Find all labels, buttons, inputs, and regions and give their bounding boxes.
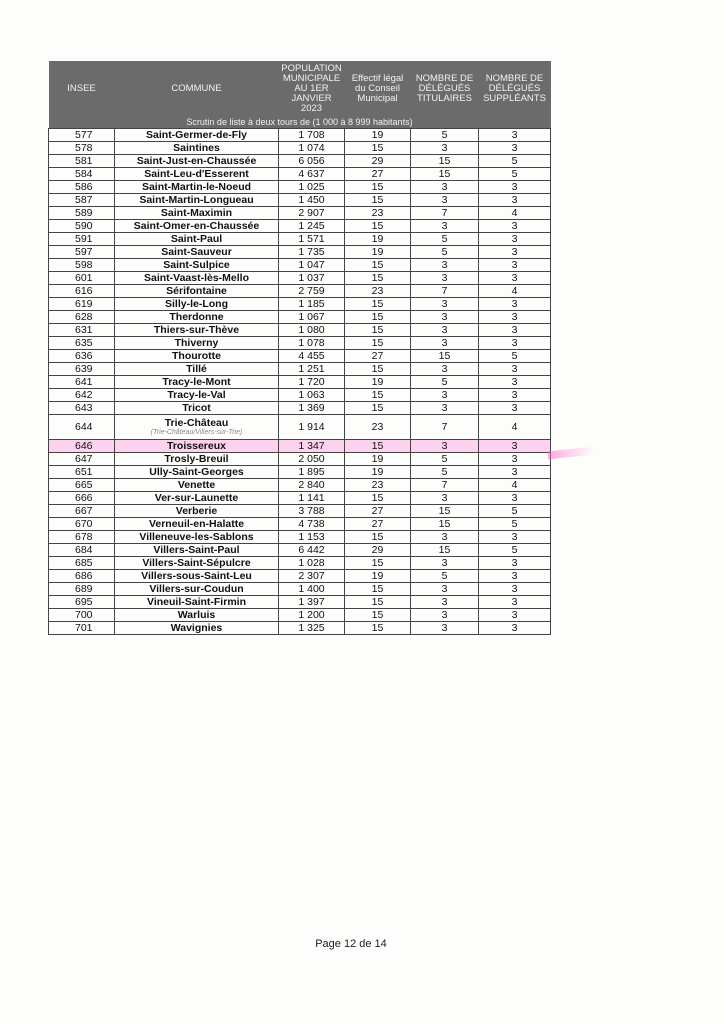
- table-row: [49, 402, 551, 415]
- cell-titulaires: 3: [411, 337, 479, 350]
- cell-effectif: 27: [345, 350, 411, 363]
- cell-effectif: 19: [345, 246, 411, 259]
- cell-titulaires: 3: [411, 194, 479, 207]
- cell-population: 1 141: [279, 492, 345, 505]
- table-row: [49, 298, 551, 311]
- cell-titulaires: 3: [411, 389, 479, 402]
- cell-commune: Saint-Leu-d'Esserent: [115, 168, 279, 181]
- cell-suppleants: 3: [479, 142, 551, 155]
- table-row: [49, 155, 551, 168]
- cell-titulaires: 3: [411, 622, 479, 635]
- cell-population: 1 200: [279, 609, 345, 622]
- cell-suppleants: 3: [479, 220, 551, 233]
- cell-suppleants: 3: [479, 337, 551, 350]
- cell-suppleants: 5: [479, 544, 551, 557]
- cell-effectif: 15: [345, 583, 411, 596]
- cell-commune: Saint-Just-en-Chaussée: [115, 155, 279, 168]
- cell-commune: Venette: [115, 479, 279, 492]
- cell-population: 1 074: [279, 142, 345, 155]
- cell-effectif: 15: [345, 440, 411, 453]
- cell-commune: Villers-sous-Saint-Leu: [115, 570, 279, 583]
- cell-effectif: 15: [345, 142, 411, 155]
- table-row: [49, 324, 551, 337]
- table-row: [49, 622, 551, 635]
- cell-commune: Troissereux: [115, 440, 279, 453]
- cell-commune: Tracy-le-Val: [115, 389, 279, 402]
- cell-effectif: 29: [345, 544, 411, 557]
- cell-titulaires: 3: [411, 492, 479, 505]
- cell-insee: 701: [49, 622, 115, 635]
- table-row: [49, 220, 551, 233]
- cell-effectif: 29: [345, 155, 411, 168]
- cell-suppleants: 3: [479, 609, 551, 622]
- cell-commune: Ver-sur-Launette: [115, 492, 279, 505]
- cell-suppleants: 3: [479, 466, 551, 479]
- cell-insee: 700: [49, 609, 115, 622]
- cell-insee: 590: [49, 220, 115, 233]
- cell-commune: Thiers-sur-Thève: [115, 324, 279, 337]
- cell-titulaires: 5: [411, 466, 479, 479]
- cell-titulaires: 3: [411, 298, 479, 311]
- table-row: [49, 350, 551, 363]
- cell-population: 6 442: [279, 544, 345, 557]
- cell-population: 1 067: [279, 311, 345, 324]
- cell-effectif: 15: [345, 531, 411, 544]
- cell-insee: 684: [49, 544, 115, 557]
- cell-effectif: 19: [345, 233, 411, 246]
- cell-population: 1 347: [279, 440, 345, 453]
- commune-note: (Trie-Château/Villers-sur-Trie): [150, 429, 243, 436]
- cell-effectif: 19: [345, 453, 411, 466]
- table-row: [49, 596, 551, 609]
- cell-effectif: 15: [345, 311, 411, 324]
- cell-insee: 628: [49, 311, 115, 324]
- table-row: [49, 142, 551, 155]
- table-row: [49, 415, 551, 440]
- cell-population: 1 063: [279, 389, 345, 402]
- cell-commune: Verberie: [115, 505, 279, 518]
- cell-commune: Wavignies: [115, 622, 279, 635]
- cell-titulaires: 5: [411, 246, 479, 259]
- cell-commune: Saint-Germer-de-Fly: [115, 129, 279, 142]
- cell-suppleants: 3: [479, 246, 551, 259]
- cell-titulaires: 5: [411, 129, 479, 142]
- cell-population: 1 153: [279, 531, 345, 544]
- table-row: [49, 363, 551, 376]
- cell-commune: Villers-sur-Coudun: [115, 583, 279, 596]
- cell-insee: 665: [49, 479, 115, 492]
- cell-suppleants: 4: [479, 207, 551, 220]
- cell-effectif: 27: [345, 518, 411, 531]
- cell-population: 4 637: [279, 168, 345, 181]
- cell-titulaires: 3: [411, 181, 479, 194]
- cell-suppleants: 3: [479, 376, 551, 389]
- cell-suppleants: 3: [479, 259, 551, 272]
- cell-commune: [115, 415, 279, 440]
- cell-commune: Trosly-Breuil: [115, 453, 279, 466]
- table-header: [49, 61, 551, 129]
- cell-insee: 642: [49, 389, 115, 402]
- cell-commune: Saint-Maximin: [115, 207, 279, 220]
- cell-suppleants: 3: [479, 324, 551, 337]
- cell-effectif: 15: [345, 622, 411, 635]
- cell-effectif: 23: [345, 415, 411, 440]
- cell-insee: 591: [49, 233, 115, 246]
- cell-effectif: 15: [345, 298, 411, 311]
- cell-titulaires: 7: [411, 479, 479, 492]
- table-row: [49, 466, 551, 479]
- table-row: [49, 544, 551, 557]
- cell-commune: Villeneuve-les-Sablons: [115, 531, 279, 544]
- table-row: [49, 376, 551, 389]
- cell-effectif: 27: [345, 505, 411, 518]
- cell-population: 2 840: [279, 479, 345, 492]
- cell-commune: Saint-Paul: [115, 233, 279, 246]
- cell-population: 1 720: [279, 376, 345, 389]
- cell-commune: Thourotte: [115, 350, 279, 363]
- cell-titulaires: 15: [411, 168, 479, 181]
- cell-insee: 601: [49, 272, 115, 285]
- cell-effectif: 19: [345, 570, 411, 583]
- cell-effectif: 15: [345, 181, 411, 194]
- cell-suppleants: 3: [479, 453, 551, 466]
- cell-commune: Tillé: [115, 363, 279, 376]
- cell-insee: 631: [49, 324, 115, 337]
- cell-population: 2 907: [279, 207, 345, 220]
- cell-titulaires: 5: [411, 376, 479, 389]
- cell-suppleants: 3: [479, 194, 551, 207]
- table-row: [49, 583, 551, 596]
- table-row: [49, 453, 551, 466]
- cell-insee: 641: [49, 376, 115, 389]
- cell-population: 1 078: [279, 337, 345, 350]
- cell-insee: 651: [49, 466, 115, 479]
- cell-insee: 643: [49, 402, 115, 415]
- table-row: [49, 246, 551, 259]
- cell-suppleants: 3: [479, 272, 551, 285]
- cell-effectif: 23: [345, 207, 411, 220]
- cell-population: 2 307: [279, 570, 345, 583]
- cell-population: 1 895: [279, 466, 345, 479]
- cell-effectif: 23: [345, 479, 411, 492]
- cell-effectif: 15: [345, 609, 411, 622]
- cell-titulaires: 3: [411, 583, 479, 596]
- cell-commune: Tricot: [115, 402, 279, 415]
- cell-insee: 597: [49, 246, 115, 259]
- cell-titulaires: 3: [411, 363, 479, 376]
- cell-suppleants: 4: [479, 285, 551, 298]
- cell-commune: Villers-Saint-Paul: [115, 544, 279, 557]
- cell-effectif: 27: [345, 168, 411, 181]
- cell-effectif: 15: [345, 272, 411, 285]
- header-suppleants: NOMBRE DE DÉLÉGUÉS SUPPLÉANTS: [479, 61, 551, 117]
- table-row: [49, 285, 551, 298]
- cell-population: 2 759: [279, 285, 345, 298]
- cell-commune: Ully-Saint-Georges: [115, 466, 279, 479]
- delegates-table: [48, 61, 551, 635]
- cell-titulaires: 3: [411, 259, 479, 272]
- cell-commune: Warluis: [115, 609, 279, 622]
- cell-population: 1 047: [279, 259, 345, 272]
- cell-suppleants: 4: [479, 415, 551, 440]
- cell-population: 1 708: [279, 129, 345, 142]
- cell-population: 1 914: [279, 415, 345, 440]
- cell-population: 1 025: [279, 181, 345, 194]
- cell-insee: 636: [49, 350, 115, 363]
- cell-insee: 670: [49, 518, 115, 531]
- cell-suppleants: 3: [479, 622, 551, 635]
- cell-effectif: 15: [345, 492, 411, 505]
- cell-commune: Silly-le-Long: [115, 298, 279, 311]
- cell-insee: 647: [49, 453, 115, 466]
- cell-insee: 686: [49, 570, 115, 583]
- cell-titulaires: 3: [411, 311, 479, 324]
- cell-commune: Sérifontaine: [115, 285, 279, 298]
- cell-suppleants: 3: [479, 402, 551, 415]
- cell-insee: 639: [49, 363, 115, 376]
- cell-insee: 619: [49, 298, 115, 311]
- header-effectif: Effectif légal du Conseil Municipal: [345, 61, 411, 117]
- cell-commune: Saint-Sulpice: [115, 259, 279, 272]
- cell-population: 1 571: [279, 233, 345, 246]
- page-number: Page 12 de 14: [315, 938, 387, 950]
- cell-insee: 589: [49, 207, 115, 220]
- cell-insee: 678: [49, 531, 115, 544]
- cell-population: 6 056: [279, 155, 345, 168]
- commune-name: Trie-Château: [164, 417, 229, 429]
- table-row: [49, 272, 551, 285]
- cell-commune: Saint-Omer-en-Chaussée: [115, 220, 279, 233]
- cell-population: 1 325: [279, 622, 345, 635]
- cell-effectif: 23: [345, 285, 411, 298]
- table-row: [49, 505, 551, 518]
- cell-population: 4 738: [279, 518, 345, 531]
- cell-titulaires: 5: [411, 453, 479, 466]
- cell-titulaires: 15: [411, 518, 479, 531]
- cell-commune: Therdonne: [115, 311, 279, 324]
- header-insee: INSEE: [49, 61, 115, 117]
- header-titulaires: NOMBRE DE DÉLÉGUÉS TITULAIRES: [411, 61, 479, 117]
- cell-suppleants: 3: [479, 129, 551, 142]
- cell-titulaires: 15: [411, 155, 479, 168]
- cell-titulaires: 3: [411, 402, 479, 415]
- cell-suppleants: 3: [479, 570, 551, 583]
- cell-population: 1 185: [279, 298, 345, 311]
- cell-commune: Saint-Martin-le-Noeud: [115, 181, 279, 194]
- cell-suppleants: 3: [479, 233, 551, 246]
- table-row: [49, 129, 551, 142]
- cell-insee: 644: [49, 415, 115, 440]
- cell-insee: 646: [49, 440, 115, 453]
- cell-population: 1 450: [279, 194, 345, 207]
- cell-insee: 587: [49, 194, 115, 207]
- cell-titulaires: 15: [411, 505, 479, 518]
- cell-suppleants: 3: [479, 181, 551, 194]
- table-row: [49, 492, 551, 505]
- cell-suppleants: 3: [479, 492, 551, 505]
- cell-commune: Saint-Martin-Longueau: [115, 194, 279, 207]
- cell-suppleants: 3: [479, 440, 551, 453]
- cell-insee: 577: [49, 129, 115, 142]
- cell-titulaires: 5: [411, 233, 479, 246]
- cell-commune: Tracy-le-Mont: [115, 376, 279, 389]
- cell-titulaires: 3: [411, 272, 479, 285]
- cell-effectif: 15: [345, 194, 411, 207]
- cell-population: 1 080: [279, 324, 345, 337]
- cell-population: 1 028: [279, 557, 345, 570]
- cell-suppleants: 5: [479, 350, 551, 363]
- cell-suppleants: 3: [479, 531, 551, 544]
- cell-effectif: 15: [345, 389, 411, 402]
- cell-insee: 578: [49, 142, 115, 155]
- table-row: [49, 557, 551, 570]
- cell-population: 1 397: [279, 596, 345, 609]
- table-row: [49, 389, 551, 402]
- cell-suppleants: 3: [479, 363, 551, 376]
- cell-population: 1 400: [279, 583, 345, 596]
- cell-effectif: 15: [345, 337, 411, 350]
- cell-population: 4 455: [279, 350, 345, 363]
- cell-titulaires: 3: [411, 531, 479, 544]
- cell-titulaires: 3: [411, 596, 479, 609]
- cell-titulaires: 7: [411, 415, 479, 440]
- scrutin-label: Scrutin de liste à deux tours de (1 000 à 8 999 habitants): [49, 117, 551, 129]
- cell-titulaires: 3: [411, 557, 479, 570]
- table-row: [49, 479, 551, 492]
- cell-commune: Vineuil-Saint-Firmin: [115, 596, 279, 609]
- table-row: [49, 181, 551, 194]
- cell-population: 3 788: [279, 505, 345, 518]
- table-row: [49, 518, 551, 531]
- cell-titulaires: 15: [411, 350, 479, 363]
- cell-effectif: 15: [345, 557, 411, 570]
- cell-titulaires: 3: [411, 142, 479, 155]
- cell-suppleants: 5: [479, 518, 551, 531]
- cell-commune: Thiverny: [115, 337, 279, 350]
- table-row: [49, 570, 551, 583]
- cell-population: 2 050: [279, 453, 345, 466]
- table-row: [49, 194, 551, 207]
- cell-suppleants: 3: [479, 557, 551, 570]
- highlighter-mark: [548, 447, 594, 460]
- cell-population: 1 735: [279, 246, 345, 259]
- cell-suppleants: 3: [479, 583, 551, 596]
- cell-suppleants: 3: [479, 389, 551, 402]
- cell-insee: 635: [49, 337, 115, 350]
- cell-suppleants: 3: [479, 311, 551, 324]
- cell-effectif: 15: [345, 324, 411, 337]
- cell-insee: 616: [49, 285, 115, 298]
- cell-commune: Villers-Saint-Sépulcre: [115, 557, 279, 570]
- cell-suppleants: 3: [479, 596, 551, 609]
- cell-insee: 581: [49, 155, 115, 168]
- table-row: [49, 311, 551, 324]
- table-body: [49, 129, 551, 635]
- cell-insee: 667: [49, 505, 115, 518]
- cell-commune: Saint-Sauveur: [115, 246, 279, 259]
- cell-titulaires: 5: [411, 570, 479, 583]
- cell-insee: 685: [49, 557, 115, 570]
- header-commune: COMMUNE: [115, 61, 279, 117]
- cell-population: 1 251: [279, 363, 345, 376]
- cell-titulaires: 3: [411, 440, 479, 453]
- table-row: [49, 259, 551, 272]
- cell-effectif: 15: [345, 596, 411, 609]
- cell-effectif: 15: [345, 402, 411, 415]
- cell-suppleants: 4: [479, 479, 551, 492]
- cell-effectif: 15: [345, 259, 411, 272]
- table-row: [49, 531, 551, 544]
- cell-suppleants: 5: [479, 155, 551, 168]
- cell-titulaires: 15: [411, 544, 479, 557]
- cell-population: 1 037: [279, 272, 345, 285]
- table-row: [49, 207, 551, 220]
- cell-population: 1 369: [279, 402, 345, 415]
- header-population: POPULATION MUNICIPALE AU 1ER JANVIER 2023: [279, 61, 345, 117]
- table-row: [49, 337, 551, 350]
- cell-commune: Saint-Vaast-lès-Mello: [115, 272, 279, 285]
- cell-effectif: 19: [345, 129, 411, 142]
- cell-titulaires: 3: [411, 609, 479, 622]
- cell-suppleants: 5: [479, 505, 551, 518]
- cell-insee: 586: [49, 181, 115, 194]
- cell-insee: 695: [49, 596, 115, 609]
- cell-insee: 666: [49, 492, 115, 505]
- cell-suppleants: 3: [479, 298, 551, 311]
- cell-effectif: 19: [345, 376, 411, 389]
- cell-effectif: 15: [345, 363, 411, 376]
- table-row: [49, 233, 551, 246]
- cell-insee: 598: [49, 259, 115, 272]
- cell-suppleants: 5: [479, 168, 551, 181]
- table-row: [49, 440, 551, 453]
- cell-titulaires: 3: [411, 324, 479, 337]
- cell-titulaires: 7: [411, 207, 479, 220]
- table-row: [49, 168, 551, 181]
- cell-commune: Saintines: [115, 142, 279, 155]
- cell-insee: 584: [49, 168, 115, 181]
- table-row: [49, 609, 551, 622]
- cell-titulaires: 7: [411, 285, 479, 298]
- cell-insee: 689: [49, 583, 115, 596]
- cell-commune: Verneuil-en-Halatte: [115, 518, 279, 531]
- cell-titulaires: 3: [411, 220, 479, 233]
- cell-population: 1 245: [279, 220, 345, 233]
- cell-effectif: 15: [345, 220, 411, 233]
- cell-effectif: 19: [345, 466, 411, 479]
